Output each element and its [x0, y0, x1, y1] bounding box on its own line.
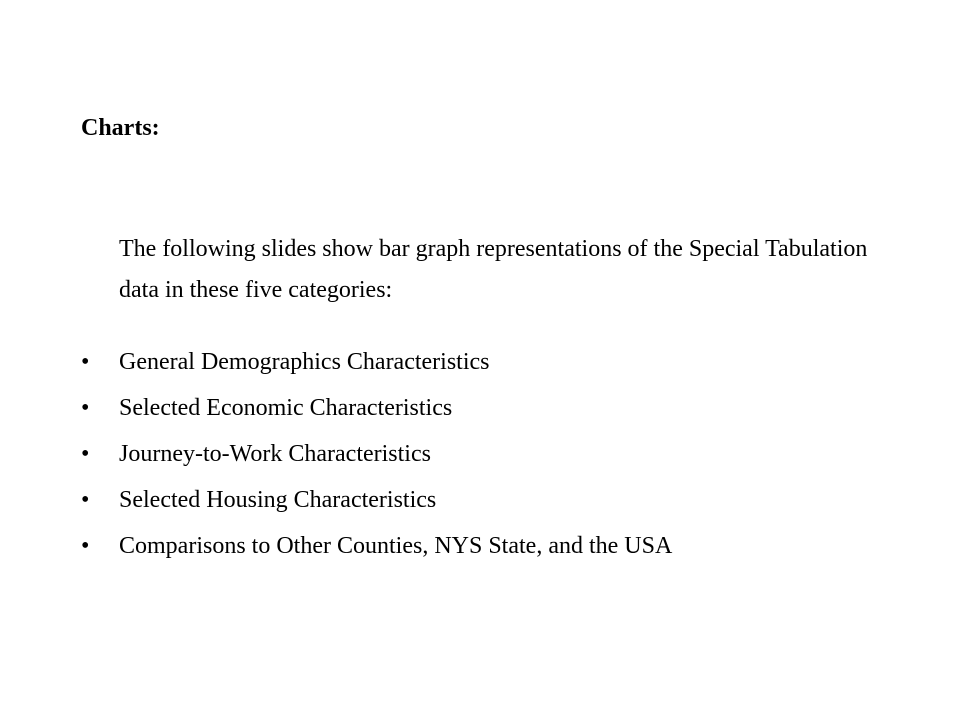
bullet-icon: • — [81, 441, 90, 467]
intro-paragraph: The following slides show bar graph representations of the Special Tabulation data in these five categories: — [119, 236, 868, 303]
bullet-icon: • — [81, 533, 90, 559]
bullet-icon: • — [81, 395, 90, 421]
list-item-text: General Demographics Characteristics — [119, 349, 490, 375]
slide-heading: Charts: — [81, 115, 160, 141]
bullet-icon: • — [81, 487, 90, 513]
list-item-text: Comparisons to Other Counties, NYS State, and the USA — [119, 533, 673, 559]
list-item-text: Journey-to-Work Characteristics — [119, 441, 431, 467]
list-item-text: Selected Economic Characteristics — [119, 395, 453, 421]
list-item-text: Selected Housing Characteristics — [119, 487, 437, 513]
bullet-icon: • — [81, 349, 90, 375]
